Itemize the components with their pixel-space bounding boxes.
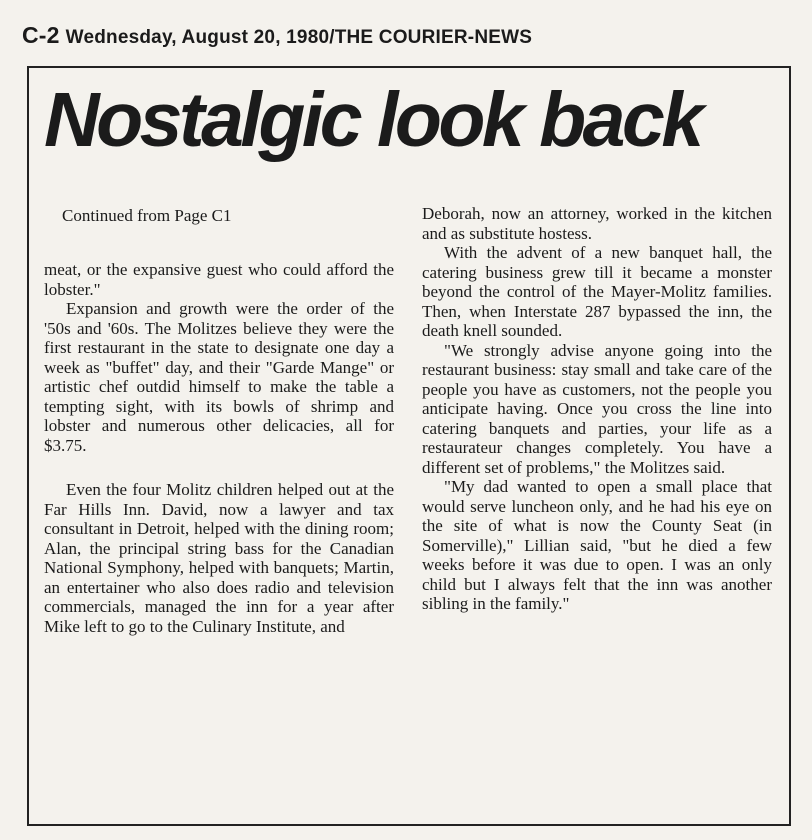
headline: Nostalgic look back [44, 77, 701, 163]
dateline: Wednesday, August 20, 1980/THE COURIER-NEWS [65, 27, 533, 48]
paragraph: Deborah, now an attorney, worked in the kitchen and as substitute hostess. [422, 204, 772, 243]
page-folio [22, 22, 792, 49]
paragraph: Expansion and growth were the order of the '50s and '60s. The Molitzes believe they were the first restaurant in the state to designate one day a week as "buffet" day, and their "Garde Mange" or artistic chef outdid himself to make the table a tempting sight, with its bowls of shrimp and lobster and numerous other delicacies, all for $3.75. [44, 299, 394, 455]
page-number: C-2 [22, 22, 60, 48]
left-column [44, 260, 394, 636]
paragraph: "My dad wanted to open a small place that would serve luncheon only, and he had his eye on the site of what is now the County Seat (in Somerville)," Lillian said, "but he died a few weeks before it was due to open. I was an only child but I always felt that the inn was another sibling in the family." [422, 477, 772, 613]
right-column [422, 204, 772, 614]
paragraph: With the advent of a new banquet hall, the catering business grew till it became a monster beyond the control of the Mayer-Molitz families. Then, when Interstate 287 bypassed the inn, the death knell sounded. [422, 243, 772, 340]
paragraph: Even the four Molitz children helped out at the Far Hills Inn. David, now a lawyer and tax consultant in Detroit, helped with the dining room; Alan, the principal string bass for the Canadian National Symphony, helped with banquets; Martin, an entertainer who also does radio and television commercials, managed the inn for a year after Mike left to go to the Culinary Institute, and [44, 480, 394, 636]
continued-line: Continued from Page C1 [62, 206, 232, 225]
paragraph: meat, or the expansive guest who could afford the lobster." [44, 260, 394, 299]
paragraph: "We strongly advise anyone going into the restaurant business: stay small and take care of the people you have as customers, not the people you anticipate having. Once you cross the line into catering banquets and parties, your life as a restaurateur changes completely. You have a different set of problems," the Molitzes said. [422, 340, 772, 477]
